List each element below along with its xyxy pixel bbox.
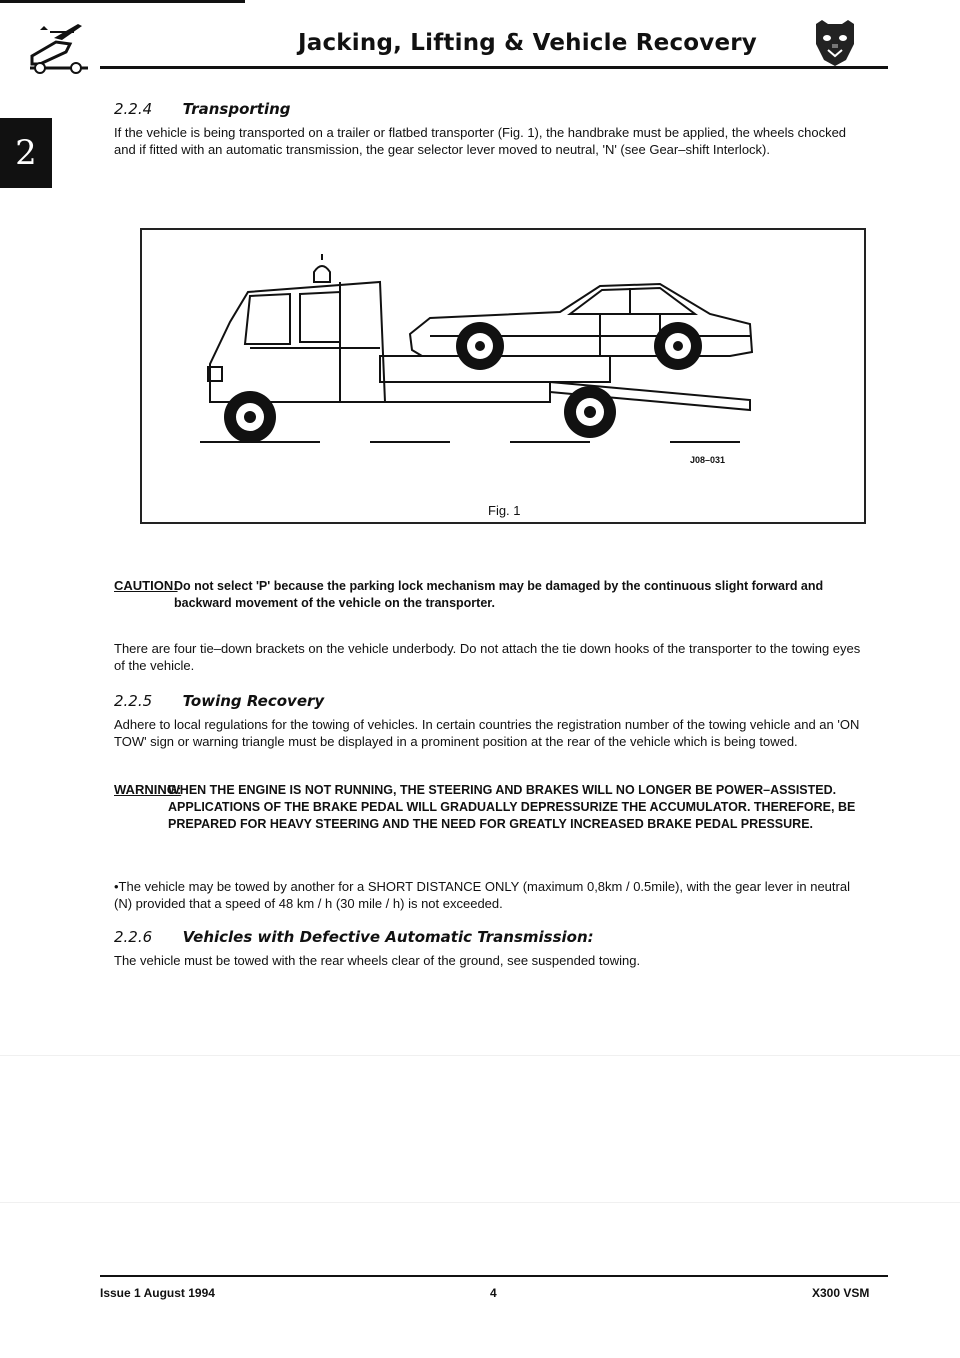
caution-block	[114, 578, 874, 612]
footer-page-number: 4	[490, 1286, 497, 1300]
warning-text: WHEN THE ENGINE IS NOT RUNNING, THE STEERING AND BRAKES WILL NO LONGER BE POWER–ASSISTED. APPLICATIONS OF THE BRAKE PEDAL WILL GRADUALLY DEPRESSURIZE THE ACCUMULATOR. THEREFORE, BE PREPARED FOR HEAVY STEERING AND THE NEED FOR GREATLY INCREASED BRAKE PEDAL PRESSURE.	[168, 783, 856, 831]
figure-caption: Fig. 1	[488, 503, 521, 518]
footer-rule	[100, 1275, 888, 1277]
tow-distance-note: •The vehicle may be towed by another for a SHORT DISTANCE ONLY (maximum 0,8km / 0.5mile), with the gear lever in neutral (N) provided that a speed of 48 km / h (30 mile / h) is not exceeded.	[114, 879, 850, 911]
top-edge-rule	[0, 0, 245, 3]
section-title: Towing Recovery	[182, 692, 325, 710]
transporting-paragraph: If the vehicle is being transported on a trailer or flatbed transporter (Fig. 1), the handbrake must be applied, the wheels chocked and if fitted with an automatic transmission, the gear selector lever moved to neutral, 'N' (see Gear–shift Interlock).	[114, 125, 847, 157]
towing-recovery-paragraph: Adhere to local regulations for the towing of vehicles. In certain countries the registration number of the towing vehicle and an 'ON TOW' sign or warning triangle must be displayed in a prominent position at the rear of the vehicle which is being towed.	[114, 717, 860, 749]
page-header-title: Jacking, Lifting & Vehicle Recovery	[298, 30, 758, 56]
flatbed-transporter-illustration	[190, 252, 770, 452]
defective-transmission-paragraph: The vehicle must be towed with the rear wheels clear of the ground, see suspended towing.	[114, 953, 641, 968]
tie-down-paragraph: There are four tie–down brackets on the vehicle underbody. Do not attach the tie down hooks of the transporter to the towing eyes of the vehicle.	[114, 641, 861, 673]
warning-block	[114, 782, 874, 833]
section-number: 2.2.4	[114, 100, 153, 118]
section-heading-towing-recovery	[114, 692, 324, 711]
scan-artifact-line	[0, 1202, 960, 1203]
caution-text: Do not select 'P' because the parking lock mechanism may be damaged by the continuous slight forward and backward movement of the vehicle on the transporter.	[174, 579, 824, 610]
jaguar-head-logo-icon	[812, 18, 858, 68]
section-heading-transporting	[114, 100, 291, 119]
section-number: 2.2.6	[114, 928, 153, 946]
caution-label: CAUTION:	[114, 578, 178, 593]
scan-artifact-line	[0, 1055, 960, 1056]
chapter-tab-number: 2	[15, 133, 37, 173]
footer-document-code: X300 VSM	[812, 1286, 870, 1300]
figure-code: J08–031	[690, 455, 726, 465]
header-rule	[100, 66, 888, 69]
section-title: Vehicles with Defective Automatic Transmission:	[182, 928, 594, 946]
warning-label: WARNING:	[114, 782, 182, 797]
section-title: Transporting	[182, 100, 291, 118]
jacking-vehicle-icon	[26, 22, 92, 74]
chapter-tab	[0, 118, 52, 188]
footer-issue: Issue 1 August 1994	[100, 1286, 215, 1300]
section-heading-defective-transmission	[114, 928, 594, 947]
section-number: 2.2.5	[114, 692, 153, 710]
